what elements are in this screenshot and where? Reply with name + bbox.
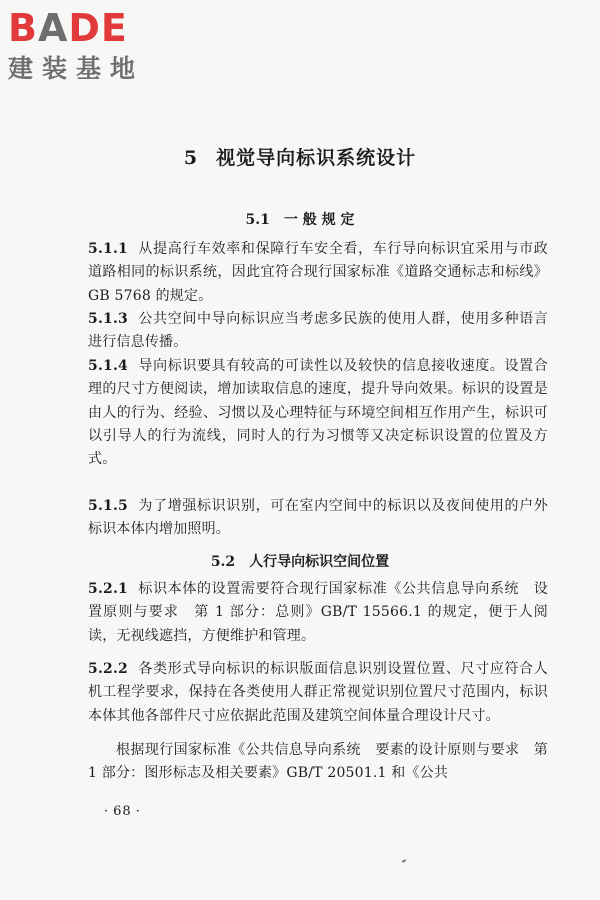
page-dot: · bbox=[135, 804, 141, 819]
section-title-5-1 bbox=[0, 209, 600, 229]
logo bbox=[8, 8, 178, 84]
clause-5-2-2 bbox=[88, 658, 548, 728]
section-number: 5.2 bbox=[210, 554, 236, 570]
chapter-title bbox=[0, 143, 600, 170]
clause-5-1-1 bbox=[88, 238, 548, 308]
clause-5-2-1 bbox=[88, 578, 548, 648]
scan-speck bbox=[402, 859, 406, 863]
clause-number: 5.2.1 bbox=[88, 581, 128, 597]
clause-text: 从提高行车效率和保障行车安全看，车行导向标识宜采用与市政道路相同的标识系统，因此宜符合现行国家标准《道路交通标志和标线》GB 5768 的规定。 bbox=[88, 241, 548, 304]
clause-number: 5.2.2 bbox=[88, 661, 128, 677]
page-number bbox=[100, 804, 145, 819]
clause-number: 5.1.1 bbox=[88, 241, 128, 257]
clause-5-1-3 bbox=[88, 308, 548, 355]
section-title-text: 人行导向标识空间位置 bbox=[249, 554, 390, 570]
clause-number: 5.1.4 bbox=[88, 358, 128, 374]
logo-wordmark-text: BADE bbox=[8, 6, 128, 50]
clause-text: 各类形式导向标识的标识版面信息识别设置位置、尺寸应符合人机工程学要求，保持在各类使用人群正常视觉识别位置尺寸范围内，标识本体其他各部件尺寸应依据此范围及建筑空间体量合理设计尺寸。 bbox=[88, 661, 548, 724]
clause-text: 为了增强标识识别，可在室内空间中的标识以及夜间使用的户外标识本体内增加照明。 bbox=[88, 498, 548, 538]
closing-paragraph: 根据现行国家标准《公共信息导向系统 要素的设计原则与要求 第 1 部分：图形标志及相关要素》GB/T 20501.1 和《公共 bbox=[88, 742, 548, 782]
chapter-title-text: 视觉导向标识系统设计 bbox=[216, 147, 417, 169]
clause-number: 5.1.5 bbox=[88, 498, 128, 514]
clause-5-1-5 bbox=[88, 495, 548, 542]
section-title-5-2 bbox=[0, 551, 600, 571]
clause-number: 5.1.3 bbox=[88, 311, 128, 327]
clause-text: 公共空间中导向标识应当考虑多民族的使用人群，使用多种语言进行信息传播。 bbox=[88, 311, 548, 351]
logo-subtitle: 建装基地 bbox=[8, 54, 145, 83]
page-number-value: 68 bbox=[113, 804, 132, 819]
clause-text: 标识本体的设置需要符合现行国家标准《公共信息导向系统 设置原则与要求 第 1 部分：总则》GB/T 15566.1 的规定，便于人阅读，无视线遮挡，方便维护和管理。 bbox=[88, 581, 548, 644]
chapter-number: 5 bbox=[183, 147, 199, 169]
clause-text: 导向标识要具有较高的可读性以及较快的信息接收速度。设置合理的尺寸方便阅读，增加读取信息的速度，提升导向效果。标识的设置是由人的行为、经验、习惯以及心理特征与环境空间相互作用产生，标识可以引导人的行为流线，同时人的行为习惯等又决定标识设置的位置及方式。 bbox=[88, 358, 548, 468]
page-dot: · bbox=[104, 804, 110, 819]
section-title-text: 一 般 规 定 bbox=[283, 212, 355, 228]
logo-wordmark bbox=[8, 8, 178, 48]
clause-5-1-4 bbox=[88, 355, 548, 471]
section-number: 5.1 bbox=[245, 212, 270, 228]
